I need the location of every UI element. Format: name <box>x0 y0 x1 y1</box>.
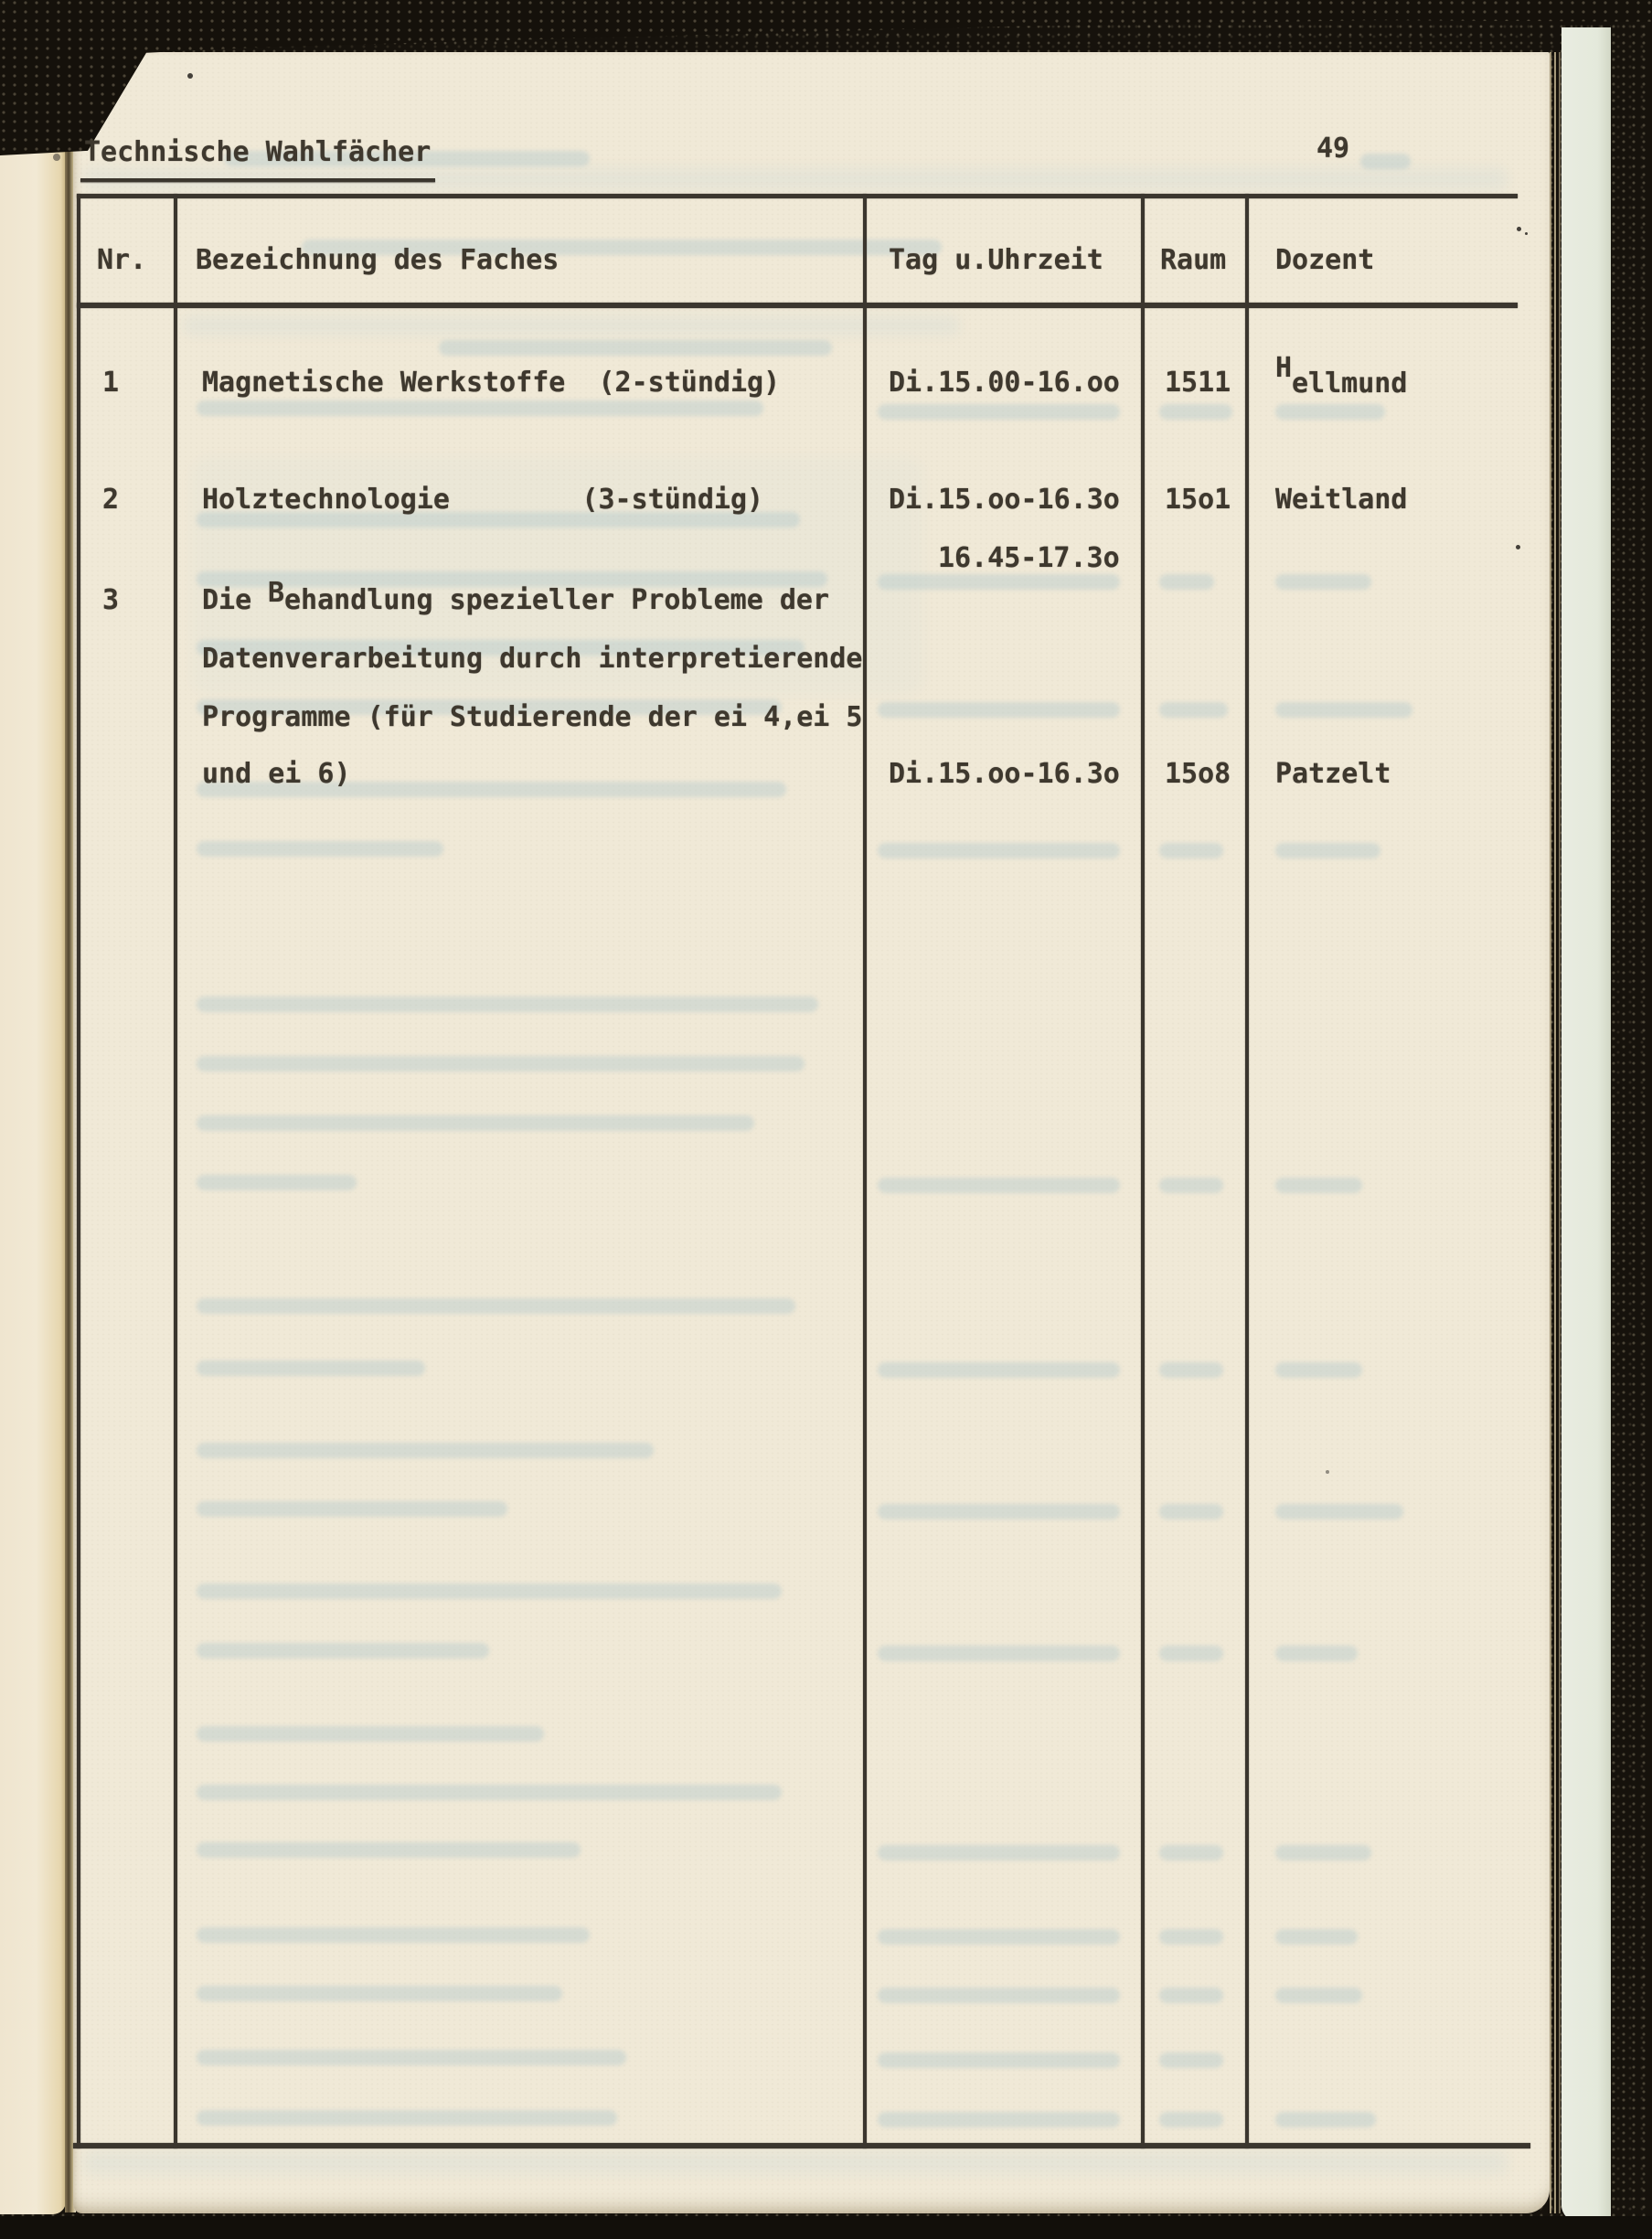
cell-time: Di.15.oo-16.3o <box>889 758 1120 790</box>
cell-room: 1511 <box>1165 367 1231 399</box>
ink-speck <box>187 73 193 79</box>
cell-lecturer-raised-initial: H <box>1275 352 1293 384</box>
page-title: Technische Wahlfächer <box>84 136 432 168</box>
cell-subject-line3: Programme (für Studierende der ei 4,ei 5 <box>202 701 863 733</box>
column-divider-time <box>1141 194 1145 2148</box>
column-divider-room <box>1245 194 1249 2148</box>
header-lecturer: Dozent <box>1275 244 1375 276</box>
cell-subject-raised-letter: B <box>268 577 285 609</box>
title-underline <box>80 178 435 182</box>
bleed-through-line <box>197 2110 617 2126</box>
bleed-through-line <box>1159 1362 1223 1378</box>
bleed-through-line <box>1275 2112 1376 2127</box>
bleed-through-line <box>1159 1845 1223 1861</box>
scan-tint <box>183 315 960 336</box>
bleed-through-line <box>197 1842 581 1858</box>
bleed-through-line <box>197 841 443 857</box>
bleed-through-line <box>878 404 1120 420</box>
bleed-through-line <box>1275 1362 1362 1378</box>
bleed-through-line <box>197 1726 544 1742</box>
bleed-through-line <box>197 1056 805 1072</box>
bleed-through-line <box>1275 1988 1362 2003</box>
bleed-through-line <box>1159 1504 1223 1519</box>
cell-nr: 2 <box>102 484 120 516</box>
table-border-top <box>77 194 1518 198</box>
ink-speck <box>1525 232 1528 235</box>
bleed-through-line <box>878 702 1120 718</box>
bleed-through-line <box>197 1785 782 1800</box>
bleed-through-line <box>197 1115 754 1131</box>
cell-time-line2: 16.45-17.3o <box>938 542 1120 574</box>
bleed-through-line <box>197 400 763 416</box>
bleed-through-line <box>1159 843 1223 858</box>
ink-speck <box>1517 227 1521 231</box>
bleed-through-line <box>878 1362 1120 1378</box>
bleed-through-line <box>197 1443 654 1458</box>
bleed-through-line <box>197 1360 425 1376</box>
header-room: Raum <box>1160 244 1227 276</box>
cell-subject-line1-pre: Die <box>202 584 269 616</box>
bleed-through-line <box>197 1298 795 1314</box>
bleed-through-line <box>1275 404 1385 420</box>
table-border-bottom <box>73 2143 1530 2148</box>
bleed-through-line <box>1275 1845 1371 1861</box>
bleed-through-line <box>878 1504 1120 1519</box>
underlying-page-edge <box>1561 27 1613 2222</box>
column-divider-subject <box>863 194 867 2148</box>
page-crease <box>1550 52 1551 2213</box>
bleed-through-line <box>1159 2052 1223 2068</box>
table-header-separator <box>77 303 1518 308</box>
bleed-through-line <box>439 340 832 356</box>
scan-tint <box>82 2150 1508 2174</box>
bleed-through-line <box>197 1501 507 1517</box>
bleed-through-line <box>1275 1646 1358 1661</box>
cell-lecturer: Weitland <box>1275 484 1408 516</box>
cell-subject-line2: Datenverarbeitung durch interpretierende <box>202 643 863 675</box>
bleed-through-line <box>1275 702 1412 718</box>
binder-bottom <box>0 2216 1652 2239</box>
page-crease <box>1554 52 1556 2213</box>
ink-speck <box>53 154 60 161</box>
cell-lecturer: ellmund <box>1292 368 1408 400</box>
bleed-through-line <box>1275 1178 1362 1193</box>
cell-nr: 1 <box>102 367 120 399</box>
page-number: 49 <box>1316 133 1350 165</box>
ink-speck <box>1516 545 1520 549</box>
bleed-through-line <box>197 1175 357 1190</box>
bleed-through-line <box>1275 1504 1403 1519</box>
bleed-through-line <box>1159 1646 1223 1661</box>
bleed-through-line <box>1159 1929 1223 1945</box>
cell-time: Di.15.00-16.oo <box>889 367 1120 399</box>
header-time: Tag u.Uhrzeit <box>889 244 1103 276</box>
cell-nr: 3 <box>102 584 120 616</box>
bleed-through-line <box>1159 574 1214 590</box>
cell-subject: Holztechnologie (3-stündig) <box>202 484 764 516</box>
binder-right <box>1611 0 1652 2239</box>
bleed-through-line <box>1159 702 1228 718</box>
bleed-through-line <box>878 574 1120 590</box>
facing-page-edge <box>0 146 66 2214</box>
bleed-through-line <box>878 1988 1120 2003</box>
header-nr: Nr. <box>97 244 147 276</box>
cell-room: 15o1 <box>1165 484 1231 516</box>
bleed-through-line <box>878 2112 1120 2127</box>
bleed-through-line <box>878 843 1120 858</box>
bleed-through-line <box>1159 404 1232 420</box>
cell-lecturer: Patzelt <box>1275 758 1391 790</box>
column-divider-nr <box>174 194 177 2148</box>
bleed-through-line <box>878 1178 1120 1193</box>
bleed-through-line <box>197 1643 489 1658</box>
ink-speck <box>1326 1470 1329 1474</box>
bleed-through-line <box>197 1986 562 2001</box>
page-crease <box>1559 52 1561 2213</box>
bleed-through-line <box>197 997 818 1012</box>
table-border-left <box>77 194 80 2148</box>
cell-subject-line1: ehandlung spezieller Probleme der <box>284 584 830 616</box>
bleed-through-line <box>878 1845 1120 1861</box>
bleed-through-line <box>197 1927 590 1943</box>
bleed-through-line <box>878 1929 1120 1945</box>
bleed-through-line <box>1275 1929 1358 1945</box>
bleed-through-line <box>1159 1178 1223 1193</box>
header-subject: Bezeichnung des Faches <box>196 244 560 276</box>
bleed-through-line <box>1360 154 1411 169</box>
bleed-through-line <box>1275 843 1380 858</box>
bleed-through-line <box>878 1646 1120 1661</box>
bleed-through-line <box>1159 1988 1223 2003</box>
bleed-through-line <box>1275 574 1371 590</box>
cell-room: 15o8 <box>1165 758 1231 790</box>
cell-subject: Magnetische Werkstoffe (2-stündig) <box>202 367 781 399</box>
bleed-through-line <box>197 2050 626 2065</box>
bleed-through-line <box>1159 2112 1223 2127</box>
bleed-through-line <box>878 2052 1120 2068</box>
bleed-through-line <box>197 1583 782 1599</box>
cell-subject-line4: und ei 6) <box>202 758 351 790</box>
cell-time: Di.15.oo-16.3o <box>889 484 1120 516</box>
